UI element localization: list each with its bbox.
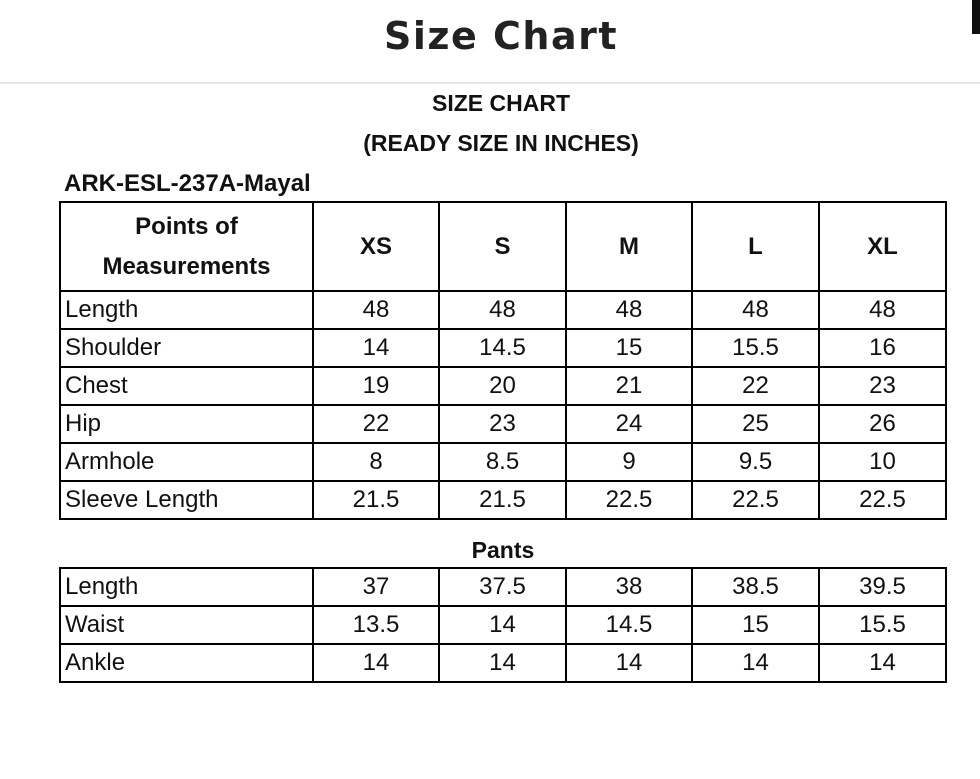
table-header-row (60, 202, 946, 291)
measurement-value: 14 (313, 644, 439, 682)
measurement-value: 19 (313, 367, 439, 405)
measurement-value: 22.5 (566, 481, 692, 519)
measurement-value: 14 (439, 644, 566, 682)
points-label-line1: Points of (135, 212, 238, 240)
measurement-value: 48 (439, 291, 566, 329)
measurement-value: 22 (692, 367, 819, 405)
table-row (60, 367, 946, 405)
table-row (60, 443, 946, 481)
measurement-value: 20 (439, 367, 566, 405)
size-header-xl: XL (819, 202, 946, 291)
measurement-value: 15.5 (692, 329, 819, 367)
corner-bar (972, 0, 980, 34)
measurement-label: Waist (60, 606, 313, 644)
measurement-value: 8 (313, 443, 439, 481)
measurement-value: 14 (313, 329, 439, 367)
measurement-value: 15 (566, 329, 692, 367)
measurements-table (59, 201, 947, 520)
measurement-value: 15.5 (819, 606, 946, 644)
table-row (60, 405, 946, 443)
table-row (60, 329, 946, 367)
measurement-label: Ankle (60, 644, 313, 682)
pants-rows (60, 568, 946, 682)
measurement-value: 14.5 (566, 606, 692, 644)
measurement-label: Armhole (60, 443, 313, 481)
measurement-value: 38.5 (692, 568, 819, 606)
measurement-value: 8.5 (439, 443, 566, 481)
measurement-value: 23 (439, 405, 566, 443)
measurement-value: 15 (692, 606, 819, 644)
measurement-value: 48 (566, 291, 692, 329)
measurement-value: 38 (566, 568, 692, 606)
measurement-value: 24 (566, 405, 692, 443)
table-row (60, 644, 946, 682)
measurement-value: 22.5 (692, 481, 819, 519)
measurement-label: Chest (60, 367, 313, 405)
measurement-value: 13.5 (313, 606, 439, 644)
measurement-value: 21.5 (439, 481, 566, 519)
product-code: ARK-ESL-237A-Mayal (64, 170, 311, 197)
measurement-value: 26 (819, 405, 946, 443)
measurement-label: Sleeve Length (60, 481, 313, 519)
measurement-value: 48 (313, 291, 439, 329)
measurement-label: Length (60, 291, 313, 329)
size-header-xs: XS (313, 202, 439, 291)
measurement-value: 14 (566, 644, 692, 682)
measurement-value: 37 (313, 568, 439, 606)
measurement-value: 22 (313, 405, 439, 443)
table-row (60, 606, 946, 644)
page-header (0, 0, 980, 84)
measurement-label: Length (60, 568, 313, 606)
measurement-value: 48 (819, 291, 946, 329)
measurement-label: Hip (60, 405, 313, 443)
measurement-value: 14 (692, 644, 819, 682)
measurement-value: 37.5 (439, 568, 566, 606)
size-chart-subtitle: (READY SIZE IN INCHES) (363, 130, 639, 156)
measurement-value: 22.5 (819, 481, 946, 519)
measurement-value: 48 (692, 291, 819, 329)
table-row (60, 291, 946, 329)
measurement-value: 16 (819, 329, 946, 367)
size-header-s: S (439, 202, 566, 291)
pants-section-label: Pants (471, 537, 535, 563)
measurement-value: 9.5 (692, 443, 819, 481)
size-chart-title: SIZE CHART (432, 90, 570, 116)
measurement-value: 10 (819, 443, 946, 481)
measurement-value: 21.5 (313, 481, 439, 519)
size-header-m: M (566, 202, 692, 291)
measurement-value: 21 (566, 367, 692, 405)
size-header-l: L (692, 202, 819, 291)
measurement-value: 39.5 (819, 568, 946, 606)
points-of-measurements-header (60, 202, 313, 291)
page-title: Size Chart (383, 14, 618, 58)
measurement-value: 25 (692, 405, 819, 443)
measurement-value: 23 (819, 367, 946, 405)
measurement-value: 14 (819, 644, 946, 682)
table-row (60, 568, 946, 606)
measurement-value: 9 (566, 443, 692, 481)
top-rows (60, 291, 946, 519)
pants-table (59, 567, 947, 683)
table-row (60, 481, 946, 519)
measurement-label: Shoulder (60, 329, 313, 367)
measurement-value: 14.5 (439, 329, 566, 367)
points-label-line2: Measurements (102, 252, 271, 280)
measurement-value: 14 (439, 606, 566, 644)
